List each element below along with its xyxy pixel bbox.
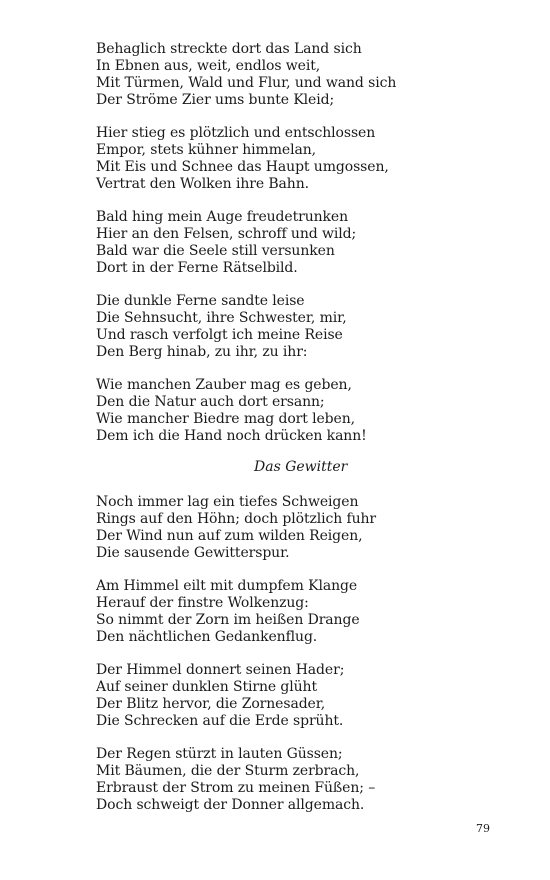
verse-line: Auf seiner dunklen Stirne glüht [96,678,317,695]
verse-line: Mit Bäumen, die der Sturm zerbrach, [96,762,360,779]
verse-line: Der Regen stürzt in lauten Güssen; [96,746,343,762]
verse-line: Den die Natur auch dort ersann; [96,393,325,410]
verse-line: Hier an den Felsen, schroff und wild; [96,225,357,242]
verse-line: Dort in der Ferne Rätselbild. [96,259,298,276]
stanza [96,578,360,646]
verse-line: Herauf der finstre Wolkenzug: [96,594,309,611]
stanza [96,494,376,562]
stanza [96,209,356,277]
stanza [96,377,367,445]
stanza [96,41,396,109]
verse-line: Die Sehnsucht, ihre Schwester, mir, [96,309,347,326]
verse-line: Der Himmel donnert seinen Hader; [96,662,345,678]
verse-line: Mit Eis und Schnee das Haupt umgossen, [96,158,389,175]
verse-line: Die dunkle Ferne sandte leise [96,293,305,309]
verse-line: Rings auf den Höhn; doch plötzlich fuhr [96,510,377,527]
verse-line: Der Ströme Zier ums bunte Kleid; [96,91,335,108]
verse-line: Noch immer lag ein tiefes Schweigen [96,494,359,510]
verse-line: Und rasch verfolgt ich meine Reise [96,326,343,343]
verse-line: Behaglich streckte dort das Land sich [96,41,362,57]
verse-line: In Ebnen aus, weit, endlos weit, [96,57,321,74]
verse-line: Am Himmel eilt mit dumpfem Klange [96,578,358,594]
verse-line: Dem ich die Hand noch drücken kann! [96,427,367,444]
verse-line: Bald hing mein Auge freudetrunken [96,209,349,225]
verse-line: Wie mancher Biedre mag dort leben, [96,410,355,427]
stanza [96,746,375,814]
verse-line: Der Blitz hervor, die Zornesader, [96,695,326,712]
verse-line: Hier stieg es plötzlich und entschlossen [96,125,376,141]
verse-line: Mit Türmen, Wald und Flur, und wand sich [96,74,397,91]
verse-line: Vertrat den Wolken ihre Bahn. [96,175,309,192]
verse-line: Die sausende Gewitterspur. [96,544,290,561]
verse-line: Wie manchen Zauber mag es geben, [96,377,352,393]
stanza [96,125,389,193]
verse-line: Empor, stets kühner himmelan, [96,141,316,158]
stanza [96,662,344,730]
verse-line: So nimmt der Zorn im heißen Drange [96,611,360,628]
verse-line: Der Wind nun auf zum wilden Reigen, [96,527,363,544]
verse-line: Erbraust der Strom zu meinen Füßen; – [96,779,376,796]
poem-title: Das Gewitter [254,459,348,475]
verse-line: Doch schweigt der Donner allgemach. [96,796,365,813]
verse-line: Den Berg hinab, zu ihr, zu ihr: [96,343,308,360]
page-number: 79 [476,822,490,835]
stanza [96,293,347,361]
verse-line: Die Schrecken auf die Erde sprüht. [96,712,344,729]
verse-line: Den nächtlichen Gedankenflug. [96,628,318,645]
verse-line: Bald war die Seele still versunken [96,242,335,259]
